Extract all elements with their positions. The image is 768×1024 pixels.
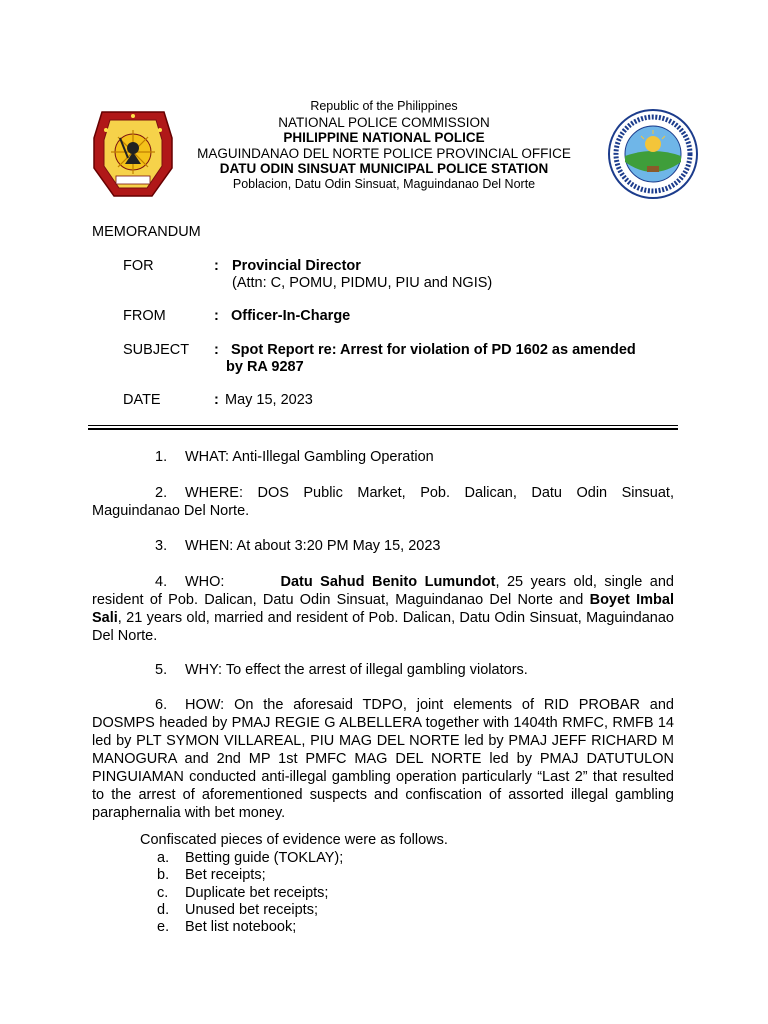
paragraph-text: WHAT: Anti-Illegal Gambling Operation (185, 449, 434, 465)
from-label: FROM (123, 308, 166, 324)
from-colon: : (214, 308, 219, 324)
divider-thick (88, 428, 678, 430)
subject-line-2: by RA 9287 (226, 359, 304, 375)
paragraph-text: WHY: To effect the arrest of illegal gambling violators. (185, 662, 528, 678)
letterhead (180, 99, 588, 192)
header-police-station: DATU ODIN SINSUAT MUNICIPAL POLICE STATION (219, 161, 549, 176)
pnp-seal-logo (92, 108, 174, 200)
evidence-intro: Confiscated pieces of evidence were as follows. (140, 832, 448, 848)
paragraph-text: WHERE: DOS Public Market, Pob. Dalican, Datu Odin Sinsuat, Maguindanao Del Norte. (92, 485, 674, 519)
paragraph-how (92, 696, 674, 822)
header-republic: Republic of the Philippines (310, 99, 458, 113)
list-text: Duplicate bet receipts; (185, 884, 329, 901)
header-pnp: PHILIPPINE NATIONAL POLICE (283, 130, 485, 145)
list-item (157, 850, 343, 867)
list-letter: b. (157, 867, 170, 884)
list-text: Bet receipts; (185, 867, 266, 884)
paragraph-number: 5. (155, 662, 168, 678)
paragraph-number: 1. (155, 449, 168, 465)
header-address: Poblacion, Datu Odin Sinsuat, Maguindanao Del Norte (232, 176, 536, 191)
subject-line-1: Spot Report re: Arrest for violation of PD 1602 as amended (231, 342, 636, 358)
for-value: Provincial Director (232, 258, 361, 274)
list-letter: d. (157, 901, 170, 918)
paragraph-number: 6. (155, 697, 168, 713)
date-value: May 15, 2023 (225, 392, 313, 408)
paragraph-when (92, 537, 674, 555)
who-label: WHO: (185, 574, 225, 590)
who-details-2: , 21 years old, married and resident of Pob. Dalican, Datu Odin Sinsuat, Maguindanao Del Norte. (92, 610, 674, 644)
for-colon: : (214, 258, 219, 274)
paragraph-where (92, 484, 674, 520)
list-text: Unused bet receipts; (185, 901, 318, 918)
list-item (157, 867, 343, 884)
for-label: FOR (123, 258, 154, 274)
date-label: DATE (123, 392, 161, 408)
who-details-1: , 25 years old, single and resident of Pob. Dalican, Datu Odin Sinsuat, Maguindanao Del Norte and (92, 574, 674, 608)
paragraph-text: HOW: On the aforesaid TDPO, joint elements of RID PROBAR and DOSMPS headed by PMAJ REGIE G ALBELLERA together with 1404th RMFC, RMFB 14 led by PLT SYMON VILLAREAL, PIU MAG DEL NORTE led by PMAJ JEFF RICHARD M MANOGURA and 2nd MP 1st PMFC MAG DEL NORTE led by PMAJ DATUTULON PINGUIAMAN conducted anti-illegal gambling operation particularly “Last 2” that resulted to the arrest of aforementioned suspects and confiscation of assorted illegal gambling paraphernalia with bet money. (92, 697, 674, 821)
list-letter: c. (157, 884, 169, 901)
list-text: Betting guide (TOKLAY); (185, 850, 344, 866)
paragraph-what (92, 448, 674, 466)
header-napolcom: NATIONAL POLICE COMMISSION (278, 114, 490, 130)
suspect-name-2: Boyet Imbal Sali (92, 592, 675, 626)
list-letter: e. (157, 919, 170, 936)
list-item (157, 902, 343, 919)
paragraph-why (92, 661, 674, 679)
list-item (157, 885, 343, 902)
suspect-name-1: Datu Sahud Benito Lumundot (280, 574, 496, 590)
paragraph-number: 2. (155, 485, 168, 501)
list-letter: a. (157, 850, 170, 866)
subject-colon: : (214, 342, 219, 358)
list-text: Bet list notebook; (185, 919, 297, 936)
date-colon: : (214, 392, 219, 408)
header-provincial-office: MAGUINDANAO DEL NORTE POLICE PROVINCIAL OFFICE (197, 145, 571, 161)
from-value: Officer-In-Charge (231, 308, 351, 324)
paragraph-text: WHEN: At about 3:20 PM May 15, 2023 (185, 538, 441, 554)
memo-title: MEMORANDUM (92, 224, 201, 240)
station-seal-logo (607, 108, 699, 200)
divider-thin (88, 425, 678, 426)
subject-label: SUBJECT (123, 342, 190, 358)
evidence-list (157, 850, 343, 936)
list-item (157, 919, 343, 936)
for-attn: (Attn: C, POMU, PIDMU, PIU and NGIS) (232, 275, 493, 291)
paragraph-who (92, 573, 674, 645)
paragraph-number: 4. (155, 574, 168, 590)
paragraph-number: 3. (155, 538, 168, 554)
